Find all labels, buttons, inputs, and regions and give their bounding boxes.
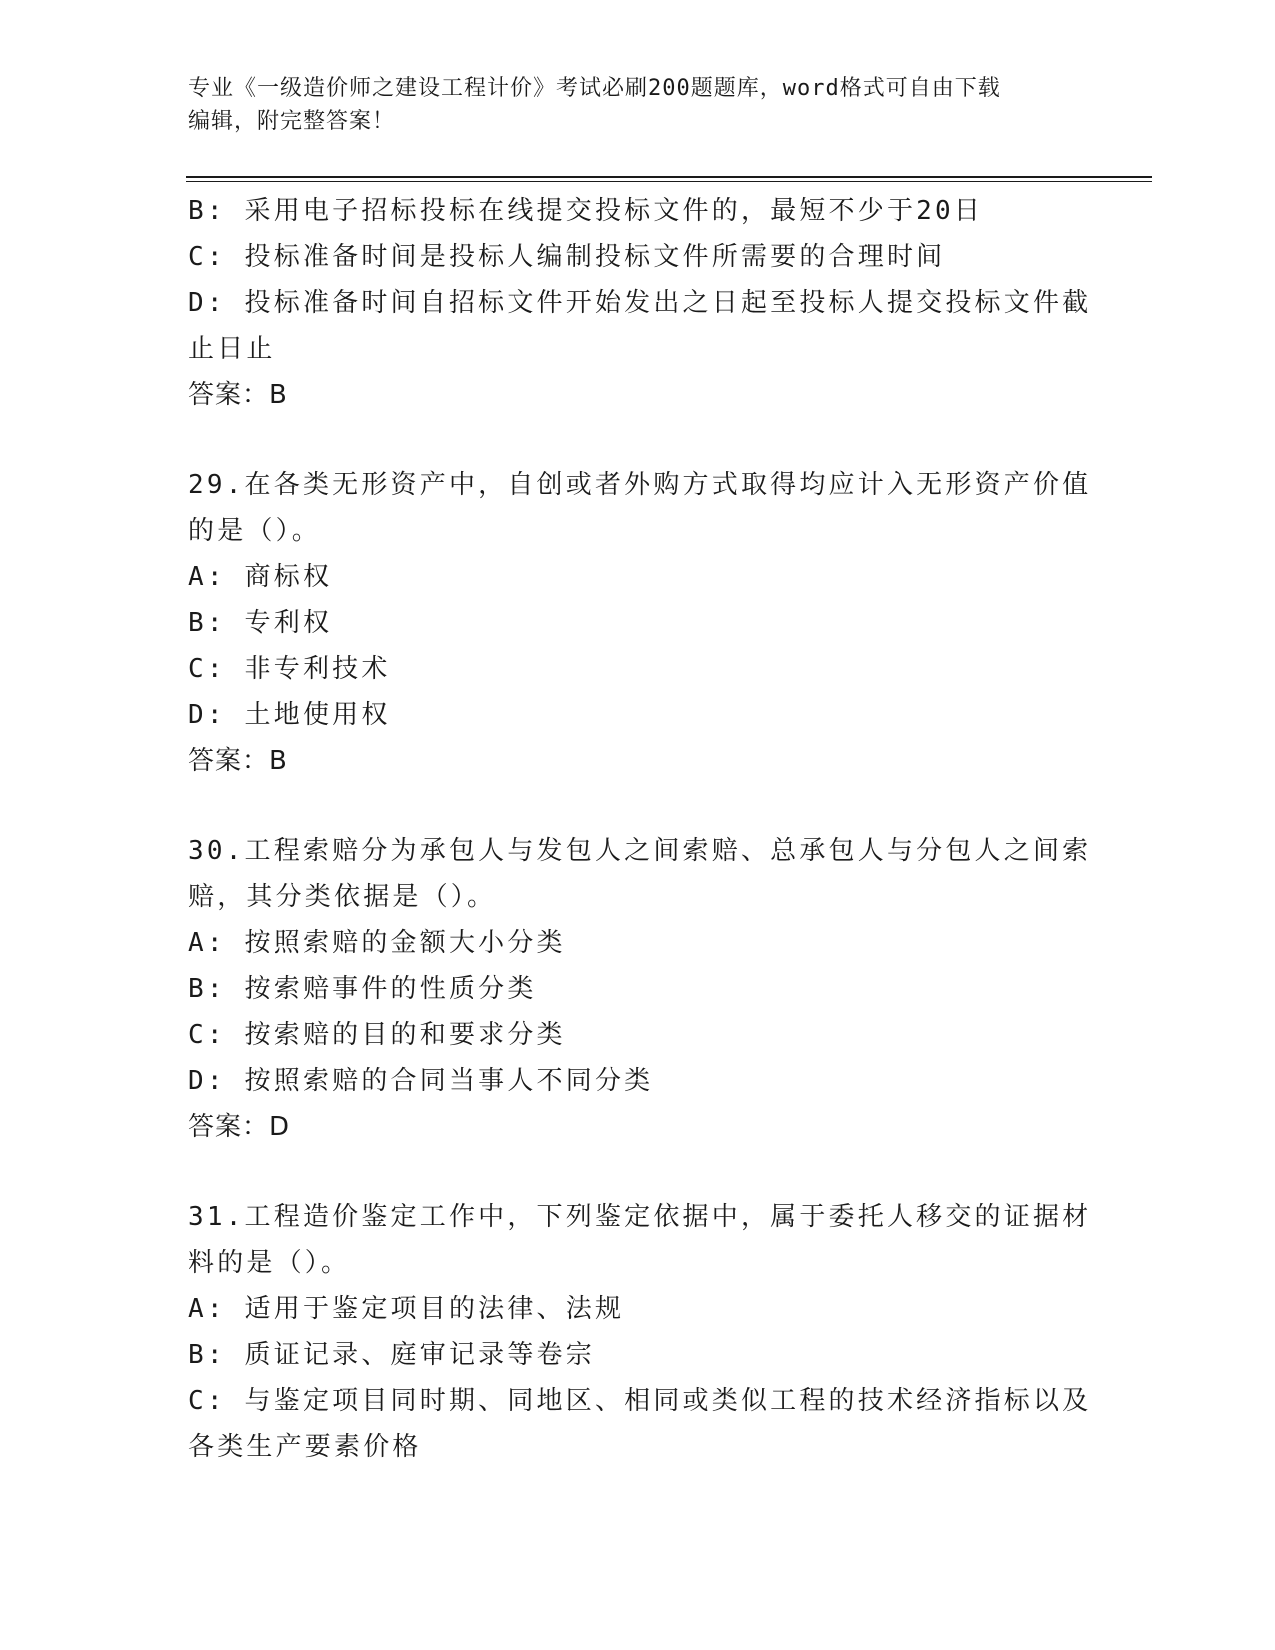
answer-label: 答案：B xyxy=(188,746,288,776)
question-stem-continued: 的是（）。 xyxy=(188,516,322,546)
option-b: B: 按索赔事件的性质分类 xyxy=(188,974,537,1004)
option-d-continued: 止日止 xyxy=(188,334,276,364)
question-stem: 29.在各类无形资产中，自创或者外购方式取得均应计入无形资产价值 xyxy=(188,470,1092,500)
header-divider-thin xyxy=(186,181,1152,182)
header-divider-thick xyxy=(186,176,1152,178)
option-d: D: 土地使用权 xyxy=(188,700,391,730)
option-a: A: 按照索赔的金额大小分类 xyxy=(188,928,566,958)
header-line-2: 编辑，附完整答案！ xyxy=(188,109,396,134)
document-header xyxy=(188,72,1088,138)
option-a: A: 商标权 xyxy=(188,562,333,592)
question-30 xyxy=(188,828,1092,1150)
option-c: C: 投标准备时间是投标人编制投标文件所需要的合理时间 xyxy=(188,242,946,272)
option-d: D: 投标准备时间自招标文件开始发出之日起至投标人提交投标文件截 xyxy=(188,288,1092,318)
option-d: D: 按照索赔的合同当事人不同分类 xyxy=(188,1066,654,1096)
option-c-continued: 各类生产要素价格 xyxy=(188,1432,422,1462)
question-stem-continued: 料的是（）。 xyxy=(188,1248,351,1278)
option-b: B: 采用电子招标投标在线提交投标文件的，最短不少于20日 xyxy=(188,196,984,226)
option-a: A: 适用于鉴定项目的法律、法规 xyxy=(188,1294,625,1324)
answer-label: 答案：B xyxy=(188,380,288,410)
answer-label: 答案：D xyxy=(188,1112,291,1142)
question-stem: 30.工程索赔分为承包人与发包人之间索赔、总承包人与分包人之间索 xyxy=(188,836,1092,866)
question-stem-continued: 赔，其分类依据是（）。 xyxy=(188,882,497,912)
question-stem: 31.工程造价鉴定工作中，下列鉴定依据中，属于委托人移交的证据材 xyxy=(188,1202,1092,1232)
option-c: C: 与鉴定项目同时期、同地区、相同或类似工程的技术经济指标以及 xyxy=(188,1386,1092,1416)
option-c: C: 非专利技术 xyxy=(188,654,391,684)
option-b: B: 质证记录、庭审记录等卷宗 xyxy=(188,1340,595,1370)
question-31 xyxy=(188,1194,1092,1470)
option-b: B: 专利权 xyxy=(188,608,333,638)
header-line-1: 专业《一级造价师之建设工程计价》考试必刷200题题库，word格式可自由下载 xyxy=(188,76,1001,101)
option-c: C: 按索赔的目的和要求分类 xyxy=(188,1020,566,1050)
question-content xyxy=(188,188,1092,1470)
question-28-continuation xyxy=(188,188,1092,418)
question-29 xyxy=(188,462,1092,784)
